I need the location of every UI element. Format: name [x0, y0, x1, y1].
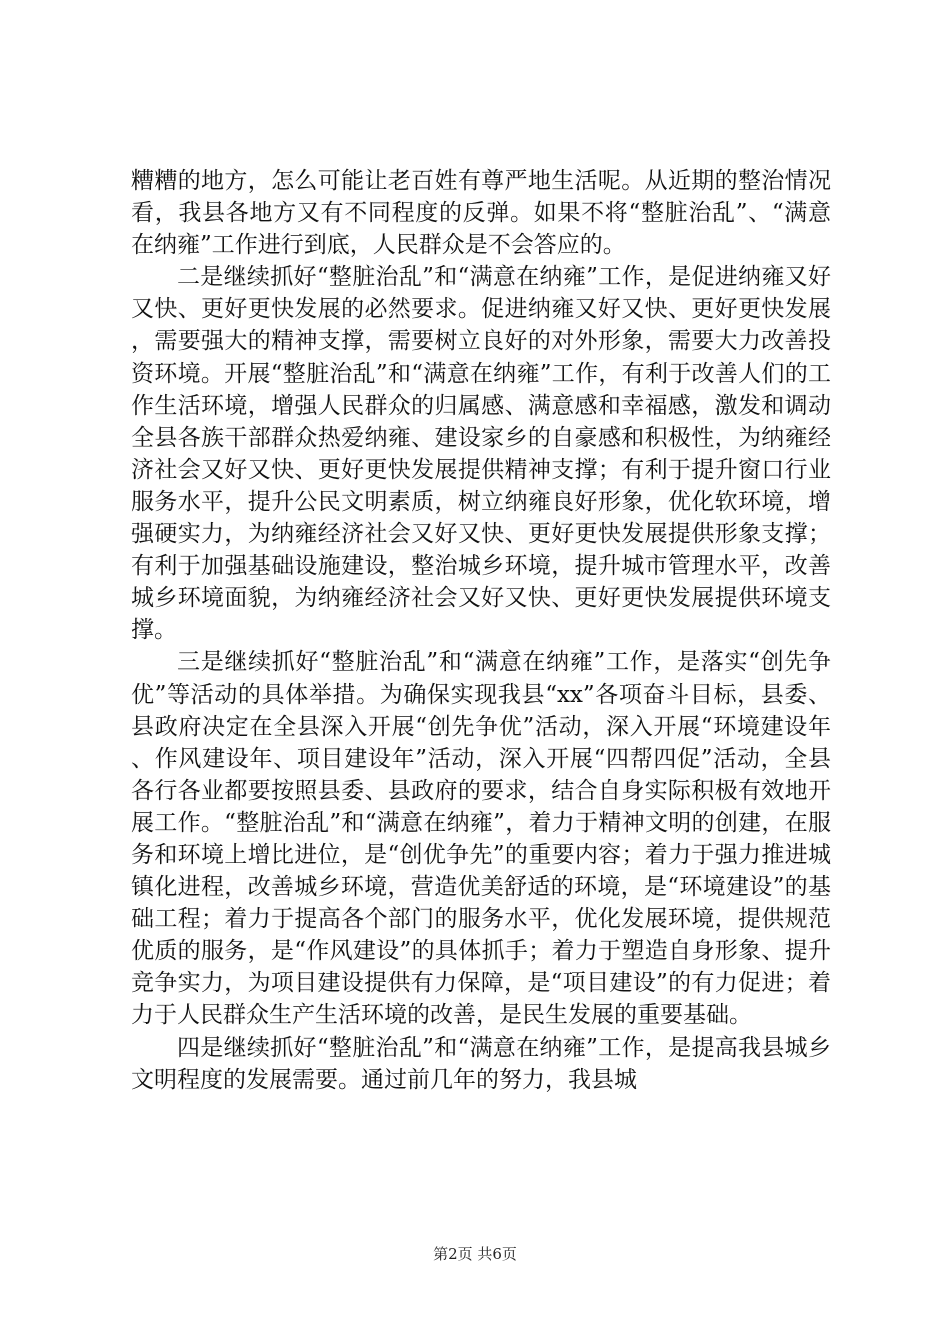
- page-number-footer: 第2页 共6页: [433, 1245, 517, 1263]
- paragraph-2: 二是继续抓好“整脏治乱”和“满意在纳雍”工作，是促进纳雍又好又快、更好更快发展的必然要求。促进纳雍又好又快、更好更快发展，需要强大的精神支撑，需要树立良好的对外形象，需要大力改善投资环境。开展“整脏治乱”和“满意在纳雍”工作，有利于改善人们的工作生活环境，增强人民群众的归属感、满意感和幸福感，激发和调动全县各族干部群众热爱纳雍、建设家乡的自豪感和积极性，为纳雍经济社会又好又快、更好更快发展提供精神支撑；有利于提升窗口行业服务水平，提升公民文明素质，树立纳雍良好形象，优化软环境，增强硬实力，为纳雍经济社会又好又快、更好更快发展提供形象支撑；有利于加强基础设施建设，整治城乡环境，提升城市管理水平，改善城乡环境面貌，为纳雍经济社会又好又快、更好更快发展提供环境支撑。: [131, 264, 831, 644]
- paragraph-3: 三是继续抓好“整脏治乱”和“满意在纳雍”工作，是落实“创先争优”等活动的具体举措。为确保实现我县“xx”各项奋斗目标，县委、县政府决定在全县深入开展“创先争优”活动，深入开展“环境建设年、作风建设年、项目建设年”活动，深入开展“四帮四促”活动，全县各行各业都要按照县委、县政府的要求，结合自身实际积极有效地开展工作。“整脏治乱”和“满意在纳雍”，着力于精神文明的创建，在服务和环境上增比进位，是“创优争先”的重要内容；着力于强力推进城镇化进程，改善城乡环境，营造优美舒适的环境，是“环境建设”的基础工程；着力于提高各个部门的服务水平，优化发展环境，提供规范优质的服务，是“作风建设”的具体抓手；着力于塑造自身形象、提升竞争实力，为项目建设提供有力保障，是“项目建设”的有力促进；着力于人民群众生产生活环境的改善，是民生发展的重要基础。: [131, 649, 831, 1029]
- document-body: [131, 165, 831, 1096]
- paragraph-4: 四是继续抓好“整脏治乱”和“满意在纳雍”工作，是提高我县城乡文明程度的发展需要。通过前几年的努力，我县城: [131, 1034, 831, 1093]
- paragraph-1: 糟糟的地方，怎么可能让老百姓有尊严地生活呢。从近期的整治情况看，我县各地方又有不同程度的反弹。如果不将“整脏治乱”、“满意在纳雍”工作进行到底，人民群众是不会答应的。: [131, 168, 831, 259]
